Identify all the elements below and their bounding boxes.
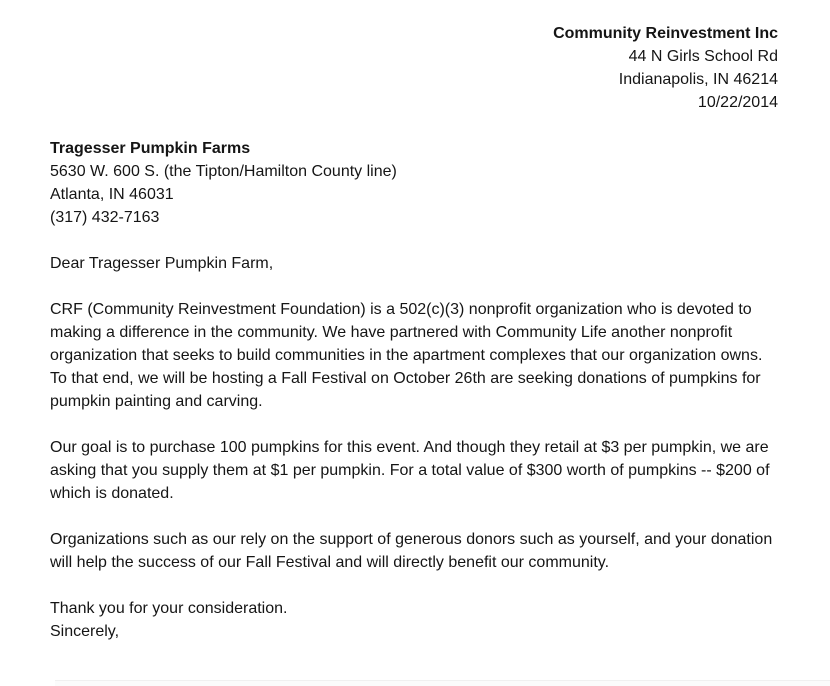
sender-address-line1: 44 N Girls School Rd — [628, 48, 778, 65]
body-paragraph-2: Our goal is to purchase 100 pumpkins for this event. And though they retail at $3 per pumpkin, we are asking that you supply them at $1 per pumpkin. For a total value of $300 worth of pumpkins -- $200 of which is donated. — [50, 439, 770, 502]
letter-date: 10/22/2014 — [697, 94, 778, 111]
recipient-address-line2: Atlanta, IN 46031 — [50, 186, 174, 203]
recipient-phone: (317) 432-7163 — [50, 209, 160, 226]
sender-block — [50, 22, 778, 114]
body-paragraph-1: CRF (Community Reinvestment Foundation) is a 502(c)(3) nonprofit organization who is devoted to making a difference in the community. We have partnered with Community Life another nonprofit organization that seeks to build communities in the apartment complexes that our organization owns. To that end, we will be hosting a Fall Festival on October 26th are seeking donations of pumpkins for pumpkin painting and carving. — [50, 301, 763, 410]
body-paragraph-3: Organizations such as our rely on the support of generous donors such as yourself, and your donation will help the success of our Fall Festival and will directly benefit our community. — [50, 531, 773, 571]
salutation: Dear Tragesser Pumpkin Farm, — [50, 255, 274, 272]
recipient-address-line1: 5630 W. 600 S. (the Tipton/Hamilton County line) — [50, 163, 397, 180]
letter-body — [50, 252, 778, 643]
recipient-block — [50, 137, 778, 229]
recipient-name: Tragesser Pumpkin Farms — [50, 140, 251, 157]
closing-signoff: Sincerely, — [50, 623, 120, 640]
closing-block — [50, 597, 778, 643]
sender-address-line2: Indianapolis, IN 46214 — [618, 71, 778, 88]
page-bottom-edge — [55, 680, 830, 686]
closing-thanks: Thank you for your consideration. — [50, 600, 288, 617]
sender-name: Community Reinvestment Inc — [553, 25, 778, 42]
